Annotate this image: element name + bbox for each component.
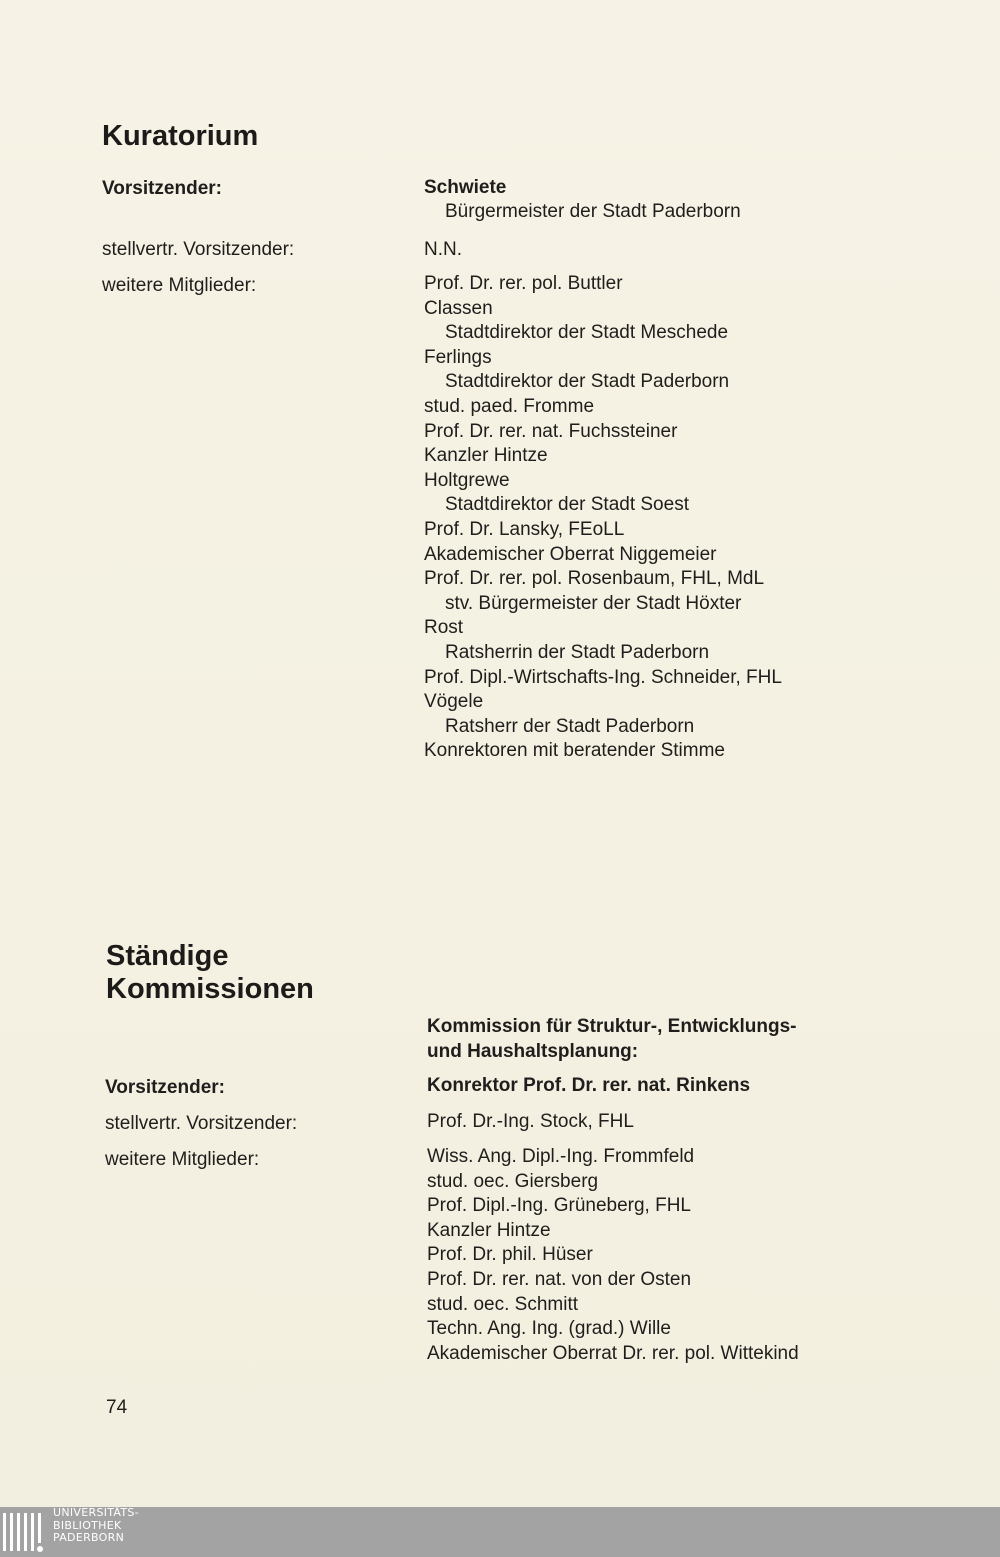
member-name: Holtgrewe (424, 469, 510, 491)
member-name: Prof. Dipl.-Ing. Grüneberg, FHL (427, 1195, 691, 1217)
commission-members-label: weitere Mitglieder: (105, 1149, 260, 1170)
member-name: Classen (424, 297, 493, 319)
commission-title-line2: und Haushaltsplanung: (427, 1041, 639, 1062)
member-role: Ratsherrin der Stadt Paderborn (445, 641, 710, 663)
kuratorium-chair-role: Bürgermeister der Stadt Paderborn (445, 201, 741, 222)
commission-vice-chair-label: stellvertr. Vorsitzender: (105, 1113, 298, 1134)
commission-title-line1: Kommission für Struktur-, Entwicklungs- (427, 1016, 797, 1037)
commission-chair: Konrektor Prof. Dr. rer. nat. Rinkens (427, 1075, 751, 1096)
logo-line-2: BIBLIOTHEK (53, 1518, 122, 1532)
member-name: Ferlings (424, 346, 492, 368)
member-name: Rost (424, 617, 464, 639)
library-logo-text (53, 1507, 139, 1545)
member-name: Prof. Dr. rer. nat. von der Osten (427, 1268, 692, 1290)
member-name: stud. paed. Fromme (424, 395, 595, 417)
member-name: Konrektoren mit beratender Stimme (424, 740, 725, 762)
member-name: stud. oec. Giersberg (427, 1170, 599, 1192)
kuratorium-vice-chair: N.N. (424, 239, 462, 260)
kuratorium-chair-label: Vorsitzender: (102, 178, 223, 199)
member-name: Vögele (424, 691, 484, 713)
member-name: Kanzler Hintze (427, 1219, 551, 1241)
kommissionen-heading-line1: Ständige (106, 940, 229, 972)
kuratorium-chair-name: Schwiete (424, 177, 507, 198)
member-role: stv. Bürgermeister der Stadt Höxter (445, 592, 742, 614)
member-name: stud. oec. Schmitt (427, 1293, 579, 1315)
kommissionen-heading (106, 940, 314, 1006)
member-name: Prof. Dr. phil. Hüser (427, 1244, 593, 1266)
member-role: Stadtdirektor der Stadt Soest (445, 494, 689, 516)
member-name: Prof. Dr. rer. pol. Rosenbaum, FHL, MdL (424, 568, 765, 590)
footer-bar (0, 1507, 1000, 1557)
kuratorium-members-label: weitere Mitglieder: (102, 275, 257, 296)
library-logo-icon (2, 1511, 48, 1555)
member-role: Ratsherr der Stadt Paderborn (445, 715, 695, 737)
kommissionen-heading-line2: Kommissionen (106, 973, 314, 1005)
member-name: Prof. Dipl.-Wirtschafts-Ing. Schneider, FHL (424, 666, 782, 688)
member-name: Prof. Dr. rer. nat. Fuchssteiner (424, 420, 678, 442)
kuratorium-members-list (424, 272, 782, 764)
member-name: Wiss. Ang. Dipl.-Ing. Frommfeld (427, 1146, 695, 1167)
kuratorium-heading: Kuratorium (102, 120, 259, 152)
logo-line-3: PADERBORN (53, 1531, 125, 1544)
member-name: Prof. Dr. Lansky, FEoLL (424, 518, 625, 540)
member-name: Prof. Dr. rer. pol. Buttler (424, 273, 623, 294)
member-role: Stadtdirektor der Stadt Meschede (445, 322, 729, 344)
member-name: Techn. Ang. Ing. (grad.) Wille (427, 1318, 671, 1340)
member-role: Stadtdirektor der Stadt Paderborn (445, 371, 730, 393)
commission-members-list (427, 1145, 799, 1366)
kuratorium-vice-chair-label: stellvertr. Vorsitzender: (102, 239, 295, 260)
member-name: Kanzler Hintze (424, 445, 548, 467)
logo-line-1: UNIVERSITÄTS- (53, 1506, 139, 1519)
commission-vice-chair: Prof. Dr.-Ing. Stock, FHL (427, 1111, 634, 1132)
member-name: Akademischer Oberrat Niggemeier (424, 543, 717, 565)
member-name: Akademischer Oberrat Dr. rer. pol. Wittekind (427, 1342, 799, 1364)
commission-chair-label: Vorsitzender: (105, 1077, 226, 1098)
page-number: 74 (106, 1397, 128, 1418)
